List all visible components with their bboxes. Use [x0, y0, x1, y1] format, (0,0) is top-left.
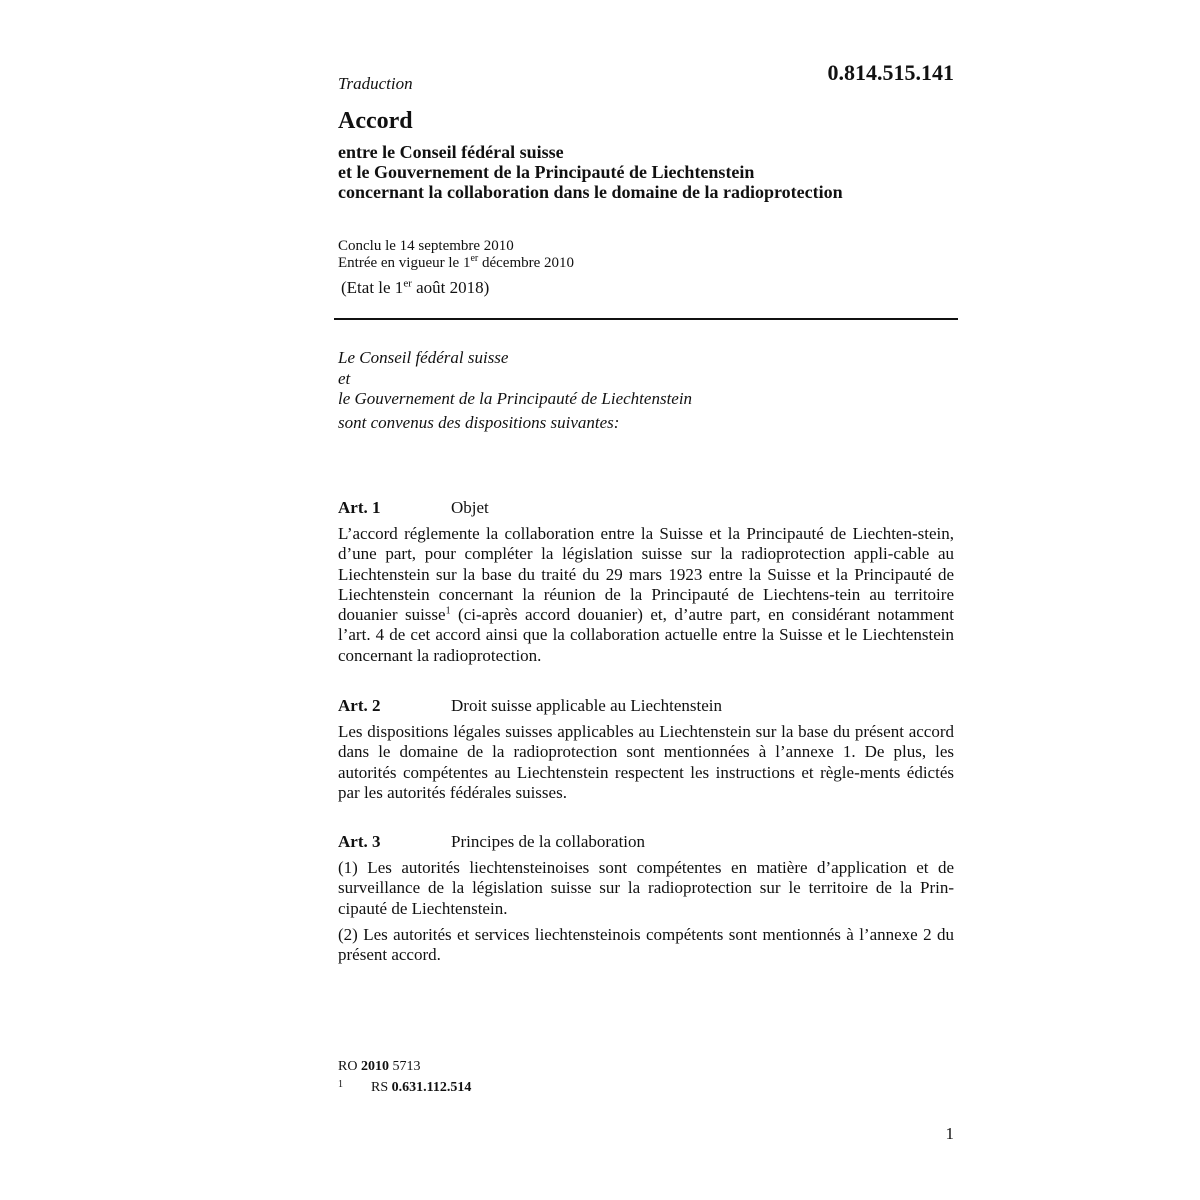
article-heading	[338, 696, 954, 718]
preamble-line: sont convenus des dispositions suivantes:	[338, 412, 620, 432]
systematic-number: 0.814.515.141	[827, 60, 954, 85]
preamble-line: Le Conseil fédéral suisse	[338, 348, 509, 367]
article-paragraph: (2) Les autorités et services liechtensteinois compétents sont mentionnés à l’annexe 2 du présent accord.	[338, 924, 954, 965]
article-number: Art. 1	[338, 498, 381, 517]
article-1	[338, 498, 954, 672]
article-paragraph: Les dispositions légales suisses applicables au Liechtenstein sur la base du présent accord dans le domaine de la radioprotection sont mentionnées à l’annexe 1. De plus, les autorités compétentes au Liechtenstein respectent les instructions et règle-ments édictés par les autorités fédérales suisses.	[338, 722, 954, 802]
subtitle-line: concernant la collaboration dans le domaine de la radioprotection	[338, 182, 843, 202]
document-title: Accord	[338, 108, 413, 134]
footnote	[338, 1079, 472, 1096]
article-title: Objet	[451, 498, 489, 517]
article-heading	[338, 498, 954, 520]
status-date: (Etat le 1er août 2018)	[341, 277, 490, 297]
article-number: Art. 2	[338, 696, 381, 715]
header-divider	[334, 318, 958, 320]
translation-label: Traduction	[338, 74, 413, 93]
concluded-date: Conclu le 14 septembre 2010	[338, 238, 514, 254]
preamble-line: le Gouvernement de la Principauté de Liechtenstein	[338, 389, 693, 408]
footnote-reference[interactable]: 1	[445, 605, 451, 617]
article-number: Art. 3	[338, 832, 381, 851]
article-heading	[338, 832, 954, 854]
subtitle-line: entre le Conseil fédéral suisse	[338, 142, 564, 162]
preamble-line: et	[338, 368, 351, 388]
article-2	[338, 696, 954, 809]
article-title: Droit suisse applicable au Liechtenstein	[451, 696, 722, 715]
preamble	[338, 348, 692, 433]
official-compilation-reference: RO 2010 5713	[338, 1059, 421, 1074]
article-title: Principes de la collaboration	[451, 832, 646, 851]
article-paragraph: (1) Les autorités liechtensteinoises sont compétentes en matière d’application et de surveillance de la législation suisse sur la radioprotection sur le territoire de la Prin-cipauté de Liechtenstein.	[338, 858, 954, 918]
footnote-text: RS 0.631.112.514	[371, 1080, 472, 1095]
article-body	[338, 722, 954, 803]
footnote-mark: 1	[338, 1079, 343, 1090]
entry-into-force-date: Entrée en vigueur le 1er décembre 2010	[338, 253, 575, 271]
page-number: 1	[945, 1124, 954, 1143]
date-block	[338, 238, 574, 272]
article-body	[338, 858, 954, 965]
document-subtitle	[338, 142, 843, 202]
article-body	[338, 524, 954, 666]
article-3	[338, 832, 954, 971]
subtitle-line: et le Gouvernement de la Principauté de Liechtenstein	[338, 162, 755, 182]
article-paragraph: L’accord réglemente la collaboration entre la Suisse et la Principauté de Liechten-stein, d’une part, pour compléter la législation suisse sur la radioprotection appli-cable au Liechtenstein sur la base du traité du 29 mars 1923 entre la Suisse et la Principauté de Liechtenstein concernant la réunion de la Principauté de Liechtens-tein au territoire douanier suisse$^1$ (ci-après accord douanier) et, d’autre part, en considérant notamment l’art. 4 de cet accord ainsi que la collaboration actuelle entre la Suisse et le Liechtenstein concernant la radioprotection.	[338, 524, 954, 665]
